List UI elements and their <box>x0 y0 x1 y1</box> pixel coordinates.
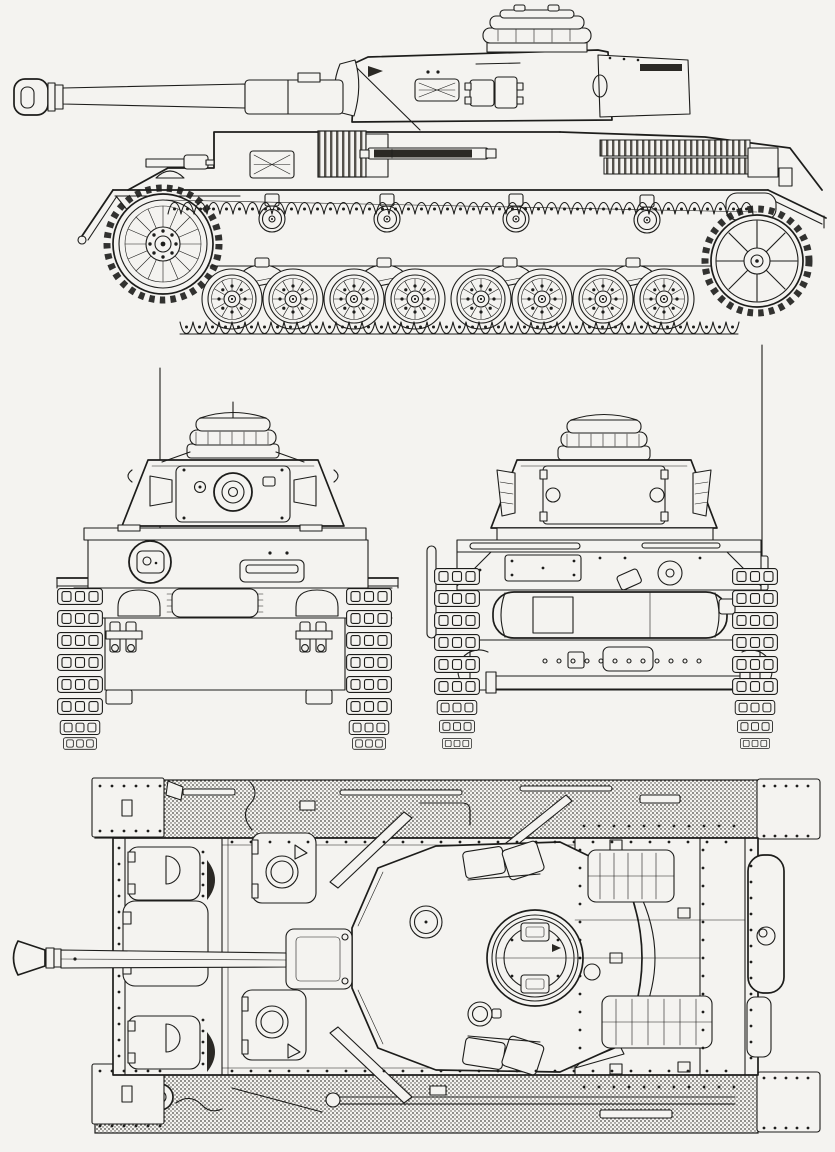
turret-rear-plate <box>543 466 665 524</box>
muzzle-brake <box>14 79 48 115</box>
radio-op-hatch <box>252 833 316 903</box>
brake-hatch-left <box>118 590 160 616</box>
turret-side-hatch <box>470 80 494 106</box>
muffler <box>493 592 735 638</box>
transmission-hatch-top <box>123 901 208 986</box>
fender-toolbox <box>250 151 294 178</box>
muffler-bracket <box>533 597 573 633</box>
starter-port <box>658 561 682 585</box>
muffler-top-view <box>748 855 784 993</box>
recoil-sleeve <box>245 80 343 114</box>
brake-hatch-right <box>296 590 338 616</box>
vision-flap-right <box>294 476 316 506</box>
gun-mantlet-front <box>176 466 290 522</box>
brake-hatch-bottom <box>128 1016 200 1069</box>
commander-cupola-rear <box>558 415 650 461</box>
top-view <box>14 778 821 1133</box>
turret-rear <box>491 460 717 528</box>
signal-port <box>468 1002 492 1026</box>
transmission-hatch <box>172 589 258 617</box>
turret-front <box>122 452 344 526</box>
barrel-cleaning-rods <box>360 148 496 159</box>
fuel-filler-cap <box>584 964 600 980</box>
driver-visor <box>240 560 304 582</box>
brake-hatch-top <box>128 847 200 900</box>
vision-flap-left <box>150 476 172 506</box>
lower-rear-plate <box>458 640 772 693</box>
tow-bar <box>492 676 744 689</box>
gun-barrel <box>63 84 245 108</box>
cupola-top <box>487 910 583 1006</box>
